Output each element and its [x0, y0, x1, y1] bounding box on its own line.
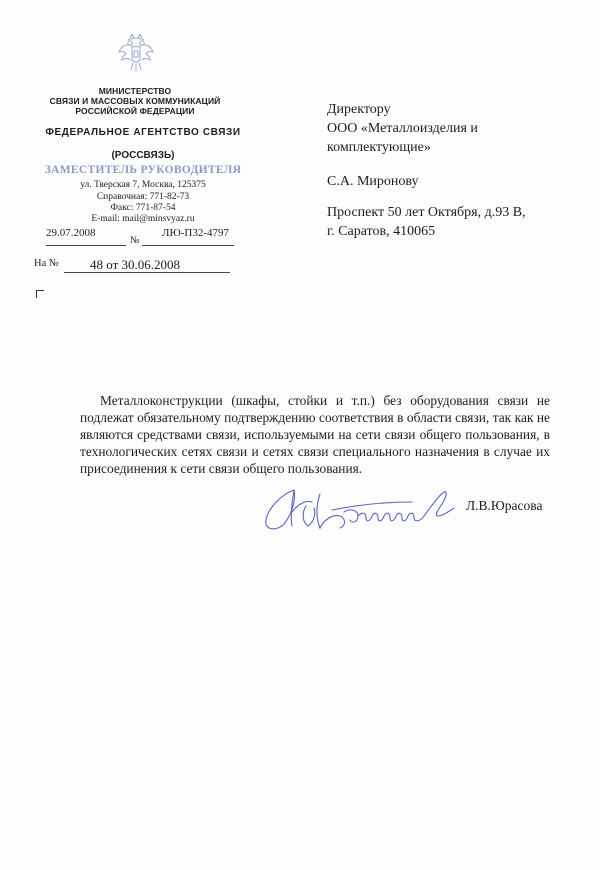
addressee-company: ООО «Металлоизделия и [327, 121, 478, 136]
ministry-title-line: СВЯЗИ И МАССОВЫХ КОММУНИКАЦИЙ [49, 96, 221, 106]
agency-short-name: (РОССВЯЗЬ) [111, 150, 175, 161]
outgoing-date: 29.07.2008 [46, 227, 96, 239]
sender-email: E-mail: mail@minsvyaz.ru [91, 214, 195, 224]
letter-body [80, 392, 550, 477]
addressee-street: Проспект 50 лет Октября, д.93 В, [327, 205, 526, 220]
reply-to-reference: 48 от 30.06.2008 [90, 257, 181, 272]
sender-fax: Факс: 771-87-54 [110, 203, 176, 213]
sender-phone: Справочная: 771-82-73 [96, 192, 190, 202]
number-sign: № [130, 235, 140, 246]
sender-position: ЗАМЕСТИТЕЛЬ РУКОВОДИТЕЛЯ [44, 164, 242, 176]
sender-address: ул. Тверская 7, Москва, 125375 [80, 180, 206, 190]
addressee-name: С.А. Миронову [327, 174, 419, 189]
corner-mark [36, 290, 44, 298]
underline [142, 245, 234, 246]
addressee-company-cont: комплектующие» [327, 140, 431, 155]
emblem-icon [116, 30, 156, 74]
underline [46, 245, 126, 246]
body-paragraph: Металлоконструкции (шкафы, стойки и т.п.) без оборудования связи не подлежат обязательному подтверждению соответствия в области связи, так как не являются средствами связи, используемыми на сети связи общего пользования, в технологических сетях связи и сетях связи специального назначения в случае их присоединения к сети связи общего пользования. [80, 393, 550, 476]
addressee-position: Директору [327, 102, 391, 117]
agency-name: ФЕДЕРАЛЬНОЕ АГЕНТСТВО СВЯЗИ [45, 127, 241, 138]
reply-to-label: На № [34, 258, 59, 269]
ministry-title-line: РОССИЙСКОЙ ФЕДЕРАЦИИ [75, 106, 195, 116]
ministry-title-line: МИНИСТЕРСТВО [98, 86, 172, 96]
outgoing-number: ЛЮ-П32-4797 [162, 227, 230, 239]
handwritten-signature [262, 482, 468, 542]
underline [64, 272, 230, 273]
signatory-name: Л.В.Юрасова [466, 498, 543, 513]
addressee-city: г. Саратов, 410065 [327, 224, 436, 239]
